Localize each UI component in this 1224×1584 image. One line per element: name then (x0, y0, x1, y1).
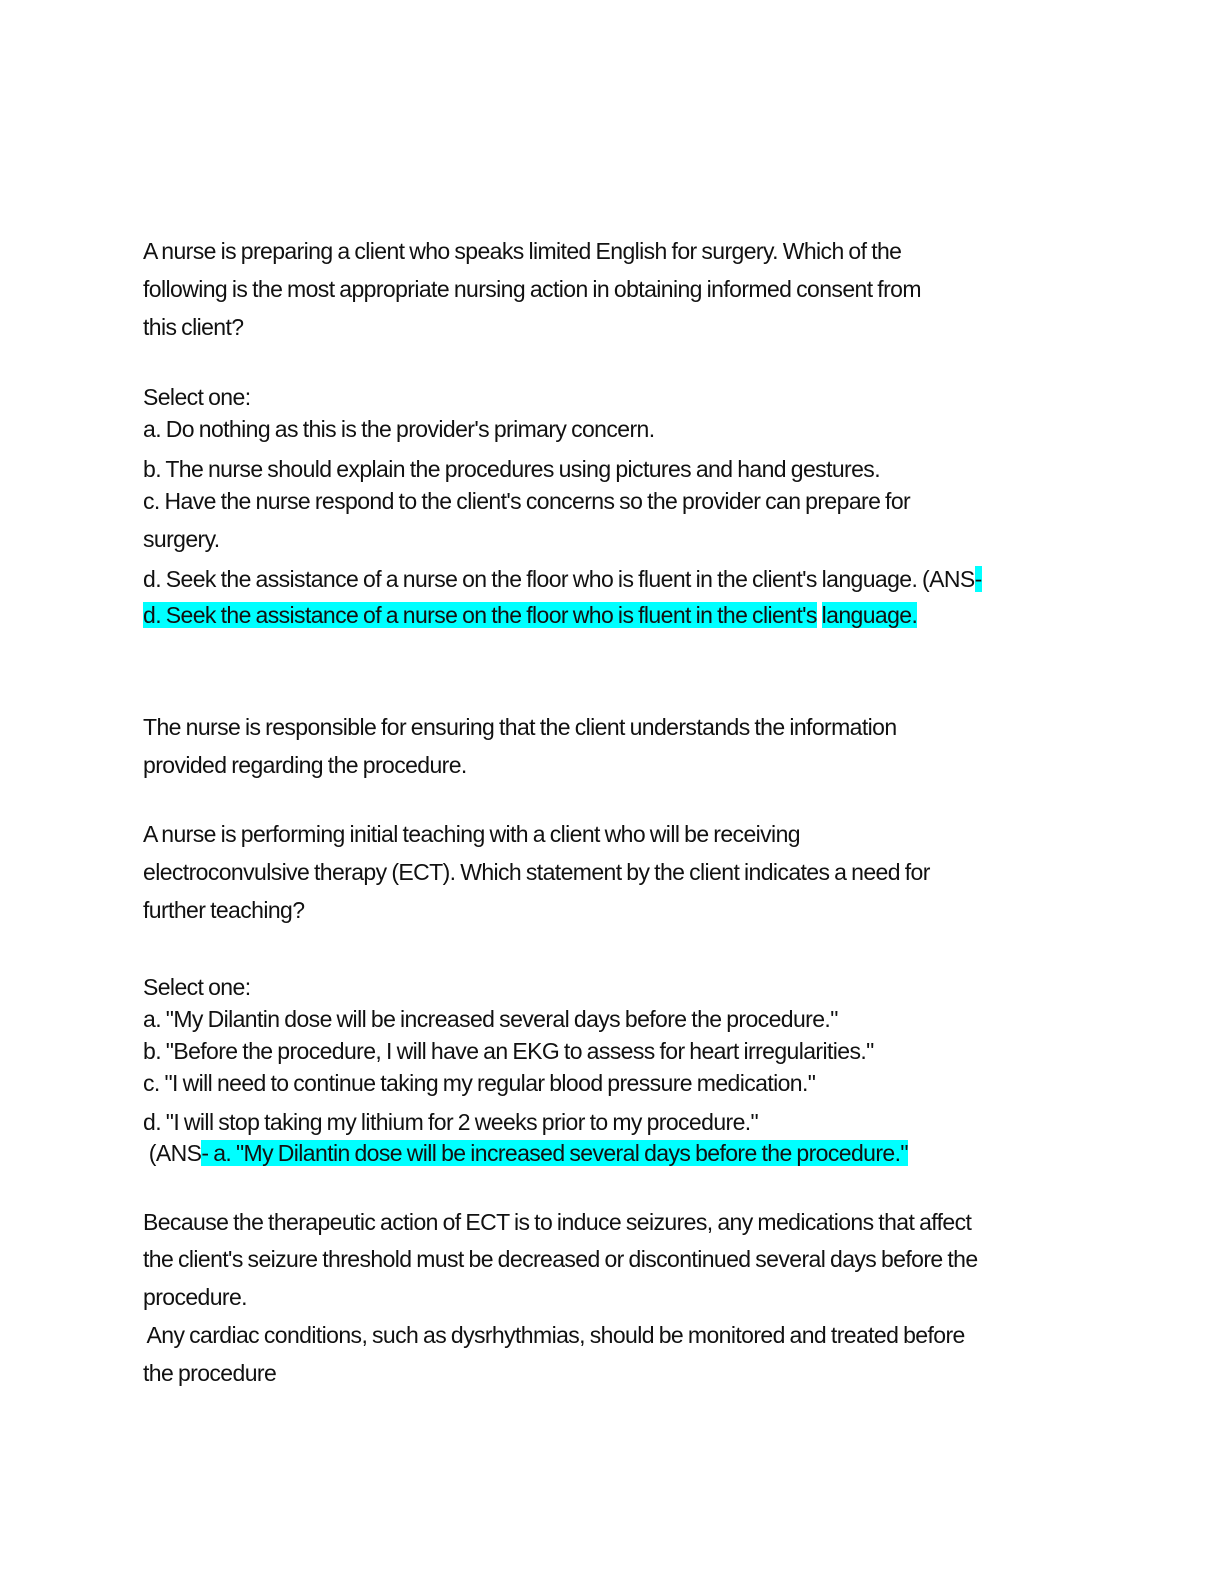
question-2-rationale-line-3: procedure. (143, 1284, 247, 1310)
question-2-answer-highlight: - a. "My Dilantin dose will be increased several days before the procedure." (201, 1140, 908, 1166)
question-1-stem-line-2: following is the most appropriate nursing action in obtaining informed consent from (143, 276, 921, 302)
question-1-rationale-line-2: provided regarding the procedure. (143, 752, 467, 778)
question-2-answer (143, 1139, 908, 1167)
question-2-rationale-line-2: the client's seizure threshold must be decreased or discontinued several days before the (143, 1246, 978, 1272)
question-2-option-d: d. "I will stop taking my lithium for 2 weeks prior to my procedure." (143, 1109, 759, 1135)
question-1-select-label: Select one: (143, 384, 251, 410)
question-2-answer-prefix: (ANS (143, 1140, 202, 1166)
question-1-option-b: b. The nurse should explain the procedures using pictures and hand gestures. (143, 456, 880, 482)
question-1-option-c-line-1: c. Have the nurse respond to the client's concerns so the provider can prepare for (143, 488, 911, 514)
question-1-stem-line-3: this client? (143, 314, 244, 340)
question-1-answer-tail: language. (821, 602, 918, 628)
question-1-option-a: a. Do nothing as this is the provider's primary concern. (143, 416, 655, 442)
question-2-stem-line-2: electroconvulsive therapy (ECT). Which statement by the client indicates a need for (143, 859, 930, 885)
question-2-rationale-line-4: Any cardiac conditions, such as dysrhythmias, should be monitored and treated before (143, 1322, 965, 1348)
question-2-option-a: a. "My Dilantin dose will be increased several days before the procedure." (143, 1006, 838, 1032)
question-2-option-b: b. "Before the procedure, I will have an EKG to assess for heart irregularities." (143, 1038, 874, 1064)
question-1-option-d (143, 565, 982, 593)
question-1-option-c-line-2: surgery. (143, 526, 220, 552)
question-2-rationale-line-5: the procedure (143, 1360, 277, 1386)
question-2-stem-line-3: further teaching? (143, 897, 305, 923)
question-1-answer-highlight: d. Seek the assistance of a nurse on the floor who is fluent in the client's (143, 602, 817, 628)
question-2-stem-line-1: A nurse is performing initial teaching with a client who will be receiving (143, 821, 800, 847)
question-2-rationale-line-1: Because the therapeutic action of ECT is to induce seizures, any medications that affect (143, 1209, 972, 1235)
question-1-answer (143, 601, 917, 629)
question-1-rationale-line-1: The nurse is responsible for ensuring that the client understands the information (143, 714, 897, 740)
question-1-stem-line-1: A nurse is preparing a client who speaks limited English for surgery. Which of the (143, 238, 902, 264)
question-2-option-c: c. "I will need to continue taking my regular blood pressure medication." (143, 1070, 816, 1096)
question-1-answer-dash: - (974, 566, 982, 592)
question-1-option-d-text: d. Seek the assistance of a nurse on the floor who is fluent in the client's language. (ANS (143, 566, 975, 592)
question-2-select-label: Select one: (143, 974, 251, 1000)
